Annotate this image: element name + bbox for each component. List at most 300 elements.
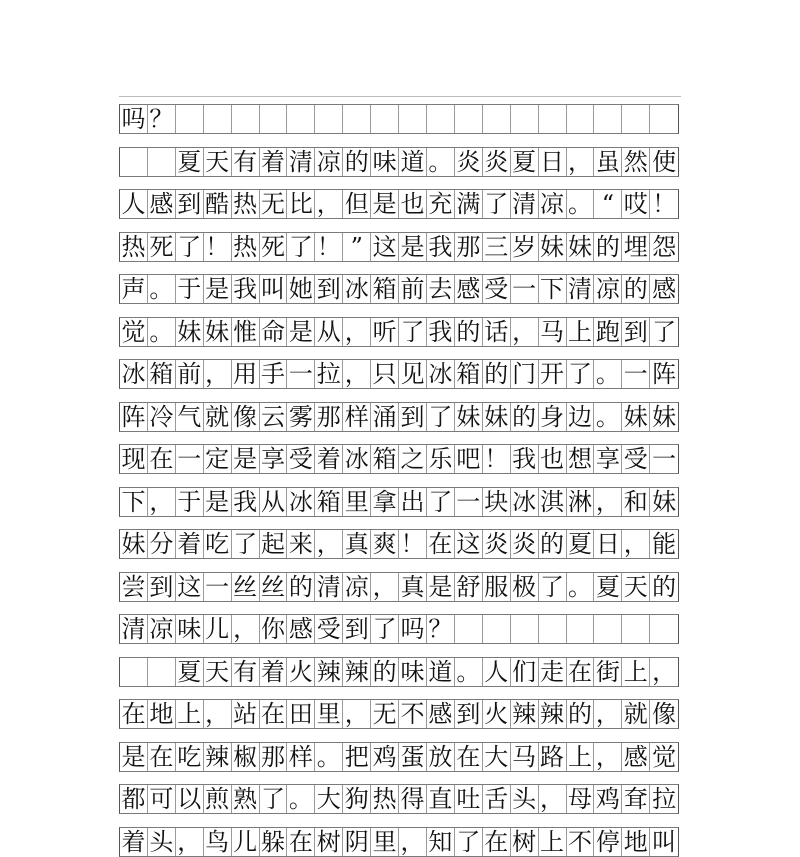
grid-cell: 我 [427,233,455,261]
grid-cell [567,105,595,133]
grid-cell: 到 [622,318,650,346]
grid-row [119,742,679,772]
grid-cell: 话 [483,318,511,346]
grid-cell: 是 [399,233,427,261]
grid-cell: 以 [176,785,204,813]
grid-cell: 着 [260,148,288,176]
grid-cell: 哎 [622,190,650,218]
grid-cell: 夏 [511,148,539,176]
grid-row [119,232,679,262]
grid-cell: 。 [594,360,622,388]
grid-cell: 冰 [511,488,539,516]
grid-cell: 地 [148,700,176,728]
grid-cell: 冰 [120,360,148,388]
grid-cell: 用 [232,360,260,388]
grid-cell: 的 [511,403,539,431]
grid-cell: ！ [652,190,677,218]
grid-cell: 妹 [204,318,232,346]
grid-row [119,827,679,857]
grid-cell: 来 [287,530,315,558]
grid-cell: 冰 [287,488,315,516]
grid-cell: 。 [455,658,483,686]
grid-cell [511,105,539,133]
grid-cell: 跑 [594,318,622,346]
grid-cell: 妹 [455,403,483,431]
grid-cell [455,615,483,643]
grid-cell: 去 [427,275,455,303]
grid-cell [483,105,511,133]
grid-cell [120,658,148,686]
grid-cell: 凉 [539,190,567,218]
grid-cell [204,105,232,133]
grid-cell: ， [594,488,622,516]
grid-cell: 妹 [120,530,148,558]
grid-cell: ， [567,148,595,176]
grid-cell: 这 [176,573,204,601]
grid-cell: 也 [399,190,427,218]
grid-cell: 味 [371,148,399,176]
grid-cell: 那 [260,743,288,771]
grid-cell: 热 [232,190,260,218]
grid-cell [594,105,622,133]
grid-cell: 样 [343,403,371,431]
grid-cell: 。 [148,318,176,346]
grid-cell: 箱 [315,488,343,516]
grid-cell: 吗 [399,615,427,643]
grid-cell: 边 [567,403,595,431]
grid-cell: 清 [315,573,343,601]
grid-cell: 了 [427,403,455,431]
grid-cell: 受 [287,445,315,473]
grid-cell: 吐 [455,785,483,813]
grid-row [119,359,679,389]
grid-cell: 声 [120,275,148,303]
grid-cell [148,658,176,686]
grid-cell: 是 [232,445,260,473]
grid-cell: 死 [260,233,288,261]
grid-cell: 感 [427,700,455,728]
grid-cell: 日 [539,148,567,176]
grid-cell [260,105,288,133]
grid-cell: ， [232,615,260,643]
grid-cell: ” [343,233,371,261]
grid-cell: ， [622,530,650,558]
grid-cell: ， [343,360,371,388]
grid-cell: 火 [287,658,315,686]
grid-cell: 炎 [483,530,511,558]
grid-cell: 了 [483,190,511,218]
grid-cell: 前 [176,360,204,388]
grid-cell: 地 [622,828,650,856]
grid-cell: 上 [539,828,567,856]
grid-row [119,657,679,687]
grid-cell: 街 [594,658,622,686]
grid-cell: 蛋 [399,743,427,771]
grid-cell: 叫 [260,275,288,303]
grid-cell [594,615,622,643]
grid-cell: 无 [260,190,288,218]
grid-cell: 觉 [652,742,677,771]
grid-cell: 一 [652,445,677,473]
grid-cell [622,615,650,643]
grid-row [119,147,679,177]
grid-cell: 了 [455,828,483,856]
grid-cell: 清 [511,190,539,218]
grid-cell: 叫 [652,827,677,856]
grid-cell: 味 [399,658,427,686]
grid-cell: 丝 [232,573,260,601]
grid-cell: 们 [511,658,539,686]
grid-cell: 和 [622,488,650,516]
grid-cell: 服 [483,573,511,601]
grid-cell: 惟 [232,318,260,346]
grid-cell: 躲 [260,828,288,856]
grid-cell: 吧 [455,445,483,473]
grid-cell: 不 [399,700,427,728]
grid-cell: 这 [455,530,483,558]
grid-cell: 云 [260,403,288,431]
grid-cell: 人 [120,190,148,218]
grid-cell: 了 [232,530,260,558]
grid-cell: 凉 [343,573,371,601]
grid-cell: 头 [511,785,539,813]
grid-cell: 冷 [148,403,176,431]
grid-cell [511,615,539,643]
paper-top-border [119,96,681,97]
grid-cell: 样 [287,743,315,771]
grid-cell [622,105,650,133]
grid-cell: 我 [427,318,455,346]
grid-cell: ， [204,700,232,728]
grid-cell: 定 [204,445,232,473]
grid-cell: 。 [315,743,343,771]
grid-cell: 怨 [652,232,677,261]
grid-cell: 像 [232,403,260,431]
grid-cell: 拿 [371,488,399,516]
grid-cell: 阵 [120,403,148,431]
grid-cell: 想 [567,445,595,473]
grid-cell: 凉 [315,148,343,176]
grid-cell: 的 [343,148,371,176]
grid-cell: 觉 [120,318,148,346]
grid-cell: 箱 [148,360,176,388]
grid-cell: 妹 [652,487,677,516]
grid-cell: 妹 [652,402,677,431]
grid-cell: 了 [176,233,204,261]
grid-cell: 舒 [455,573,483,601]
grid-cell: 像 [652,700,677,728]
grid-cell: 在 [287,828,315,856]
grid-cell: 是 [204,275,232,303]
grid-cell: 夏 [594,573,622,601]
grid-cell: ？ [427,615,455,643]
grid-cell: 听 [371,318,399,346]
grid-cell: 就 [204,403,232,431]
grid-row [119,104,679,134]
grid-cell: 现 [120,445,148,473]
grid-cell [483,615,511,643]
grid-cell: ， [343,318,371,346]
grid-cell: 下 [539,275,567,303]
grid-cell: 头 [148,828,176,856]
grid-cell: 都 [120,785,148,813]
grid-cell: 前 [399,275,427,303]
grid-cell: 分 [148,530,176,558]
grid-cell: 鸟 [204,828,232,856]
grid-cell: 我 [232,488,260,516]
grid-cell [539,105,567,133]
grid-cell: 冰 [343,275,371,303]
grid-cell: ， [315,190,343,218]
grid-cell: 夏 [567,530,595,558]
grid-cell: 。 [148,275,176,303]
grid-cell: 死 [148,233,176,261]
composition-paper [119,96,681,856]
grid-cell: 里 [343,488,371,516]
grid-cell: 知 [427,828,455,856]
grid-cell: 天 [204,658,232,686]
grid-cell: ！ [315,233,343,261]
grid-cell: 一 [204,573,232,601]
grid-cell: 火 [483,700,511,728]
grid-cell: 到 [455,700,483,728]
grid-cell: 儿 [204,615,232,643]
grid-row [119,699,679,729]
grid-cell: ， [148,488,176,516]
grid-cell: 满 [455,190,483,218]
grid-cell: 到 [148,573,176,601]
grid-cell: 大 [315,785,343,813]
grid-cell: 。 [594,403,622,431]
grid-cell: 拉 [652,785,677,813]
grid-cell: 在 [148,445,176,473]
grid-cell [148,148,176,176]
grid-cell: 。 [567,573,595,601]
grid-cell: 受 [483,275,511,303]
grid-cell: 使 [652,147,677,176]
grid-cell: 放 [427,743,455,771]
grid-cell: ， [176,828,204,856]
grid-cell: 椒 [232,743,260,771]
grid-cell: 路 [539,743,567,771]
grid-cell: 真 [343,530,371,558]
grid-cell: 命 [260,318,288,346]
grid-cell: 雾 [287,403,315,431]
grid-cell: 了 [287,233,315,261]
grid-cell: 极 [511,573,539,601]
grid-cell: 丝 [260,573,288,601]
grid-cell: ， [343,700,371,728]
grid-cell: 之 [399,445,427,473]
grid-cell: ！ [204,233,232,261]
grid-cell: 淇 [539,488,567,516]
grid-cell: 着 [315,445,343,473]
grid-cell: 。 [567,190,595,218]
grid-cell: 淋 [567,488,595,516]
grid-cell: 了 [399,318,427,346]
grid-cell: 天 [622,573,650,601]
grid-cell: 从 [315,318,343,346]
grid-cell: 箱 [371,275,399,303]
grid-cell: 气 [176,403,204,431]
grid-cell: ？ [148,105,176,133]
grid-cell: 是 [120,743,148,771]
grid-cell: 我 [232,275,260,303]
grid-cell: 热 [232,233,260,261]
grid-cell: 那 [315,403,343,431]
grid-cell [176,105,204,133]
grid-cell: ， [399,828,427,856]
grid-cell: 舌 [483,785,511,813]
grid-cell: 的 [455,318,483,346]
grid-cell: 里 [371,828,399,856]
grid-cell: ， [594,700,622,728]
grid-cell: 得 [399,785,427,813]
grid-cell: 我 [511,445,539,473]
grid-cell: ， [539,785,567,813]
grid-cell: 感 [287,615,315,643]
grid-cell: ， [371,573,399,601]
grid-cell: 清 [120,615,148,643]
grid-cell: 身 [539,403,567,431]
grid-cell: 凉 [148,615,176,643]
grid-cell: 辣 [539,700,567,728]
grid-cell: 感 [652,275,677,303]
grid-cell: 她 [287,275,315,303]
grid-cell: 你 [260,615,288,643]
grid-cell: 在 [120,700,148,728]
grid-row [119,784,679,814]
grid-cell: 在 [427,530,455,558]
grid-cell: 一 [511,275,539,303]
grid-cell: 爽 [371,530,399,558]
grid-cell: 出 [399,488,427,516]
grid-cell: 在 [260,700,288,728]
grid-cell: ， [204,360,232,388]
grid-cell: 停 [594,828,622,856]
grid-cell: 的 [652,572,677,601]
grid-cell: 然 [622,148,650,176]
grid-cell: 是 [204,488,232,516]
grid-cell: 门 [511,360,539,388]
grid-row [119,614,679,644]
grid-cell: 是 [427,573,455,601]
grid-cell: 着 [120,828,148,856]
grid-cell: 树 [315,828,343,856]
grid-cell [232,105,260,133]
grid-cell: 儿 [232,828,260,856]
grid-cell: 一 [455,488,483,516]
grid-cell: 了 [371,615,399,643]
grid-row [119,317,679,347]
grid-cell: 着 [176,530,204,558]
grid-cell [287,105,315,133]
grid-cell: 母 [567,785,595,813]
grid-cell: 道 [399,148,427,176]
grid-cell: 走 [539,658,567,686]
grid-cell: 大 [483,743,511,771]
grid-cell: 的 [483,360,511,388]
grid-cell [567,615,595,643]
grid-row [119,572,679,602]
grid-cell: 着 [260,658,288,686]
grid-cell: 享 [594,445,622,473]
grid-cell [343,105,371,133]
grid-cell: 树 [511,828,539,856]
grid-cell: 块 [483,488,511,516]
grid-cell [650,615,678,643]
grid-cell: 站 [232,700,260,728]
grid-cell: 日 [594,530,622,558]
grid-cell: 鸡 [594,785,622,813]
grid-cell: 人 [483,658,511,686]
grid-cell: 有 [232,148,260,176]
grid-cell: 炎 [455,148,483,176]
grid-cell: 狗 [343,785,371,813]
grid-cell: 热 [120,233,148,261]
grid-cell: ， [315,530,343,558]
grid-cell: 一 [622,360,650,388]
grid-cell: 妹 [567,233,595,261]
grid-cell: 了 [652,317,677,346]
grid-row [119,529,679,559]
grid-row [119,274,679,304]
grid-cell: 阴 [343,828,371,856]
grid-cell [315,105,343,133]
grid-cell: 的 [622,275,650,303]
grid-cell: 感 [148,190,176,218]
grid-cell: 受 [315,615,343,643]
grid-cell: 开 [539,360,567,388]
grid-cell: 妹 [539,233,567,261]
grid-cell: 炎 [483,148,511,176]
grid-cell: 能 [652,530,677,558]
grid-cell: 箱 [455,360,483,388]
grid-cell: 辣 [511,700,539,728]
grid-row [119,487,679,517]
grid-cell: 鸡 [371,743,399,771]
grid-cell: 到 [176,190,204,218]
grid-cell: 。 [427,148,455,176]
grid-cell: 的 [594,233,622,261]
grid-cell: 夏 [176,148,204,176]
grid-cell: 里 [315,700,343,728]
grid-cell: 了 [539,573,567,601]
grid-cell: 道 [427,658,455,686]
grid-cell: 感 [622,743,650,771]
grid-cell: 天 [204,148,232,176]
grid-cell: 的 [287,573,315,601]
grid-cell: ！ [483,445,511,473]
grid-cell: 辣 [343,658,371,686]
grid-cell: 了 [567,360,595,388]
grid-cell: 马 [539,318,567,346]
grid-cell: ， [594,743,622,771]
grid-cell [371,105,399,133]
grid-cell: 吗 [120,105,148,133]
grid-cell: 酷 [204,190,232,218]
grid-cell: 田 [287,700,315,728]
grid-cell: 乐 [427,445,455,473]
grid-cell: 的 [371,658,399,686]
grid-cell: 只 [371,360,399,388]
grid-cell [120,148,148,176]
grid-cell: 妹 [622,403,650,431]
grid-cell: 清 [567,275,595,303]
grid-cell: 熟 [232,785,260,813]
grid-cell: 耷 [622,785,650,813]
grid-cell: 见 [399,360,427,388]
